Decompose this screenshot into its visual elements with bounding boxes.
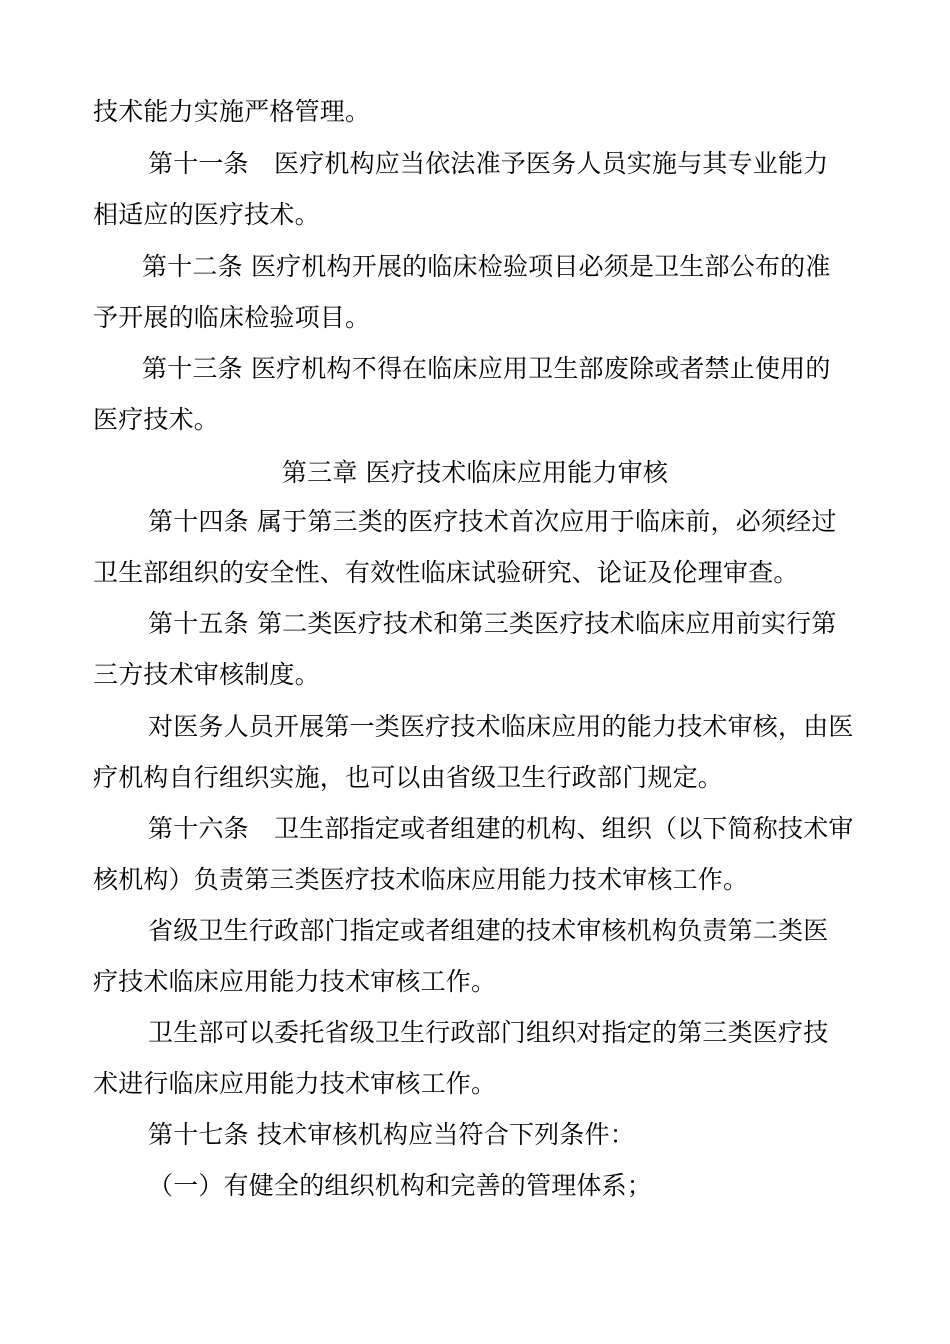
article-13-line-1: 第十三条 医疗机构不得在临床应用卫生部废除或者禁止使用的 [142,354,831,383]
article-16-line-1: 第十六条 卫生部指定或者组建的机构、组织（以下简称技术审 [148,814,854,843]
article-15-line-2: 三方技术审核制度。 [93,660,320,689]
chapter-heading: 第三章 医疗技术临床应用能力审核 [281,458,669,487]
list-item-line: （一）有健全的组织机构和完善的管理体系； [148,1171,653,1200]
article-13-line-2: 医疗技术。 [93,405,220,434]
paragraph-line-1: 卫生部可以委托省级卫生行政部门组织对指定的第三类医疗技 [148,1018,829,1047]
article-14-line-1: 第十四条 属于第三类的医疗技术首次应用于临床前，必须经过 [148,507,837,536]
article-11-line-1: 第十一条 医疗机构应当依法准予医务人员实施与其专业能力 [148,149,829,178]
article-14-line-2: 卫生部组织的安全性、有效性临床试验研究、论证及伦理审查。 [93,558,799,587]
paragraph-line-2: 疗机构自行组织实施，也可以由省级卫生行政部门规定。 [93,763,724,792]
article-17-line: 第十七条 技术审核机构应当符合下列条件： [148,1120,635,1149]
article-11-line-2: 相适应的医疗技术。 [93,200,320,229]
paragraph-line-2: 术进行临床应用能力技术审核工作。 [93,1069,497,1098]
paragraph-line-2: 疗技术临床应用能力技术审核工作。 [93,967,497,996]
paragraph-line-1: 省级卫生行政部门指定或者组建的技术审核机构负责第二类医 [148,916,829,945]
text-line: 技术能力实施严格管理。 [93,97,371,126]
article-16-line-2: 核机构）负责第三类医疗技术临床应用能力技术审核工作。 [93,865,749,894]
article-12-line-2: 予开展的临床检验项目。 [93,303,371,332]
paragraph-line-1: 对医务人员开展第一类医疗技术临床应用的能力技术审核，由医 [148,712,854,741]
article-12-line-1: 第十二条 医疗机构开展的临床检验项目必须是卫生部公布的准 [142,252,831,281]
article-15-line-1: 第十五条 第二类医疗技术和第三类医疗技术临床应用前实行第 [148,609,837,638]
